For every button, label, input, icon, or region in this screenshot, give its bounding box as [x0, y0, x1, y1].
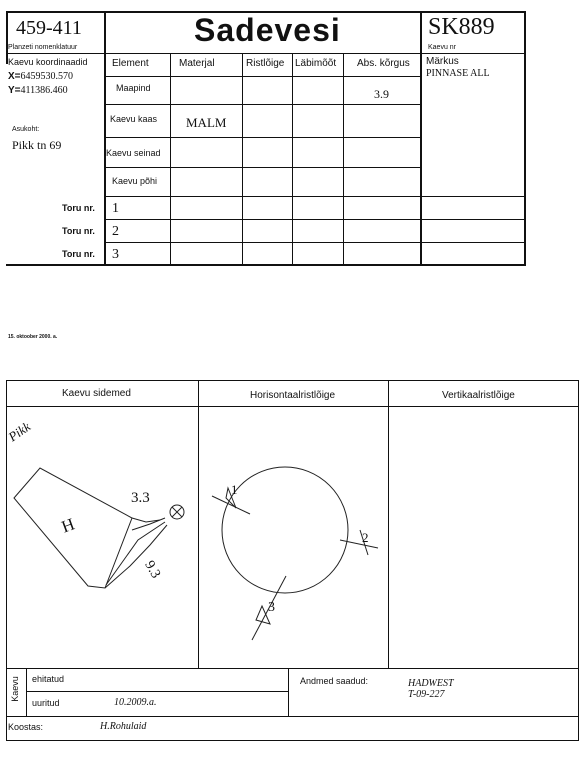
x-label: X=: [8, 71, 21, 82]
col-title-horizontal: Horisontaalristlõige: [250, 390, 336, 401]
footer-side-label: Kaevu: [9, 676, 20, 702]
x-value: 6459530.570: [20, 71, 74, 82]
surveyed-label: uuritud: [32, 698, 60, 708]
sketch-pipe-2: 2: [362, 530, 369, 545]
y-label: Y=: [8, 85, 21, 96]
sketch-street-label: Pikk: [5, 418, 34, 445]
pipe-line-1: [212, 496, 250, 514]
remarks-value: PINNASE ALL: [426, 68, 490, 79]
col-abs-height: Abs. kõrgus: [357, 58, 410, 69]
element-row-label: Maapind: [116, 83, 151, 93]
abs-height-value: 3.9: [374, 87, 389, 101]
nomenclature-value: 459-411: [16, 17, 82, 39]
element-row-label: Kaevu kaas: [110, 114, 158, 124]
col-title-connections: Kaevu sidemed: [62, 388, 131, 399]
col-element: Element: [112, 58, 149, 69]
y-value: 411386.460: [20, 85, 68, 96]
material-value: MALM: [186, 115, 227, 130]
well-no-label: Kaevu nr: [428, 44, 457, 51]
sketch-pipe-1: 1: [231, 482, 238, 497]
nomenclature-label: Planzeti nomenklatuur: [8, 44, 78, 51]
element-row-label: Kaevu põhi: [112, 176, 158, 186]
compiled-label: Koostas:: [8, 722, 44, 732]
element-row-label: Kaevu seinad: [106, 148, 161, 158]
col-diameter: Läbimõõt: [295, 58, 337, 69]
date-line: 15. oktoober 2000. a.: [8, 334, 58, 340]
pipe-number: 2: [112, 224, 119, 239]
col-remarks: Märkus: [426, 56, 459, 67]
source-label: Andmed saadud:: [300, 676, 369, 686]
surveyed-value: 10.2009.a.: [114, 697, 157, 708]
sketch-dist-b: 9.3: [141, 558, 164, 582]
sketch-building-label: H: [58, 514, 77, 537]
well-code: SK889: [428, 14, 495, 40]
pipe-label: Toru nr.: [62, 249, 95, 259]
pipe-label: Toru nr.: [62, 226, 95, 236]
location-label: Asukoht:: [12, 126, 40, 133]
sketch-pipe-3: 3: [268, 600, 275, 615]
col-material: Materjal: [179, 58, 215, 69]
page-title: Sadevesi: [194, 12, 341, 48]
pipe-number: 3: [112, 247, 119, 262]
built-label: ehitatud: [32, 674, 65, 684]
coords-label: Kaevu koordinaadid: [8, 57, 88, 67]
col-title-vertical: Vertikaalristlõige: [442, 390, 515, 401]
source-value-2: T-09-227: [408, 689, 445, 700]
well-circle: [222, 467, 348, 593]
pipe-number: 1: [112, 201, 119, 216]
source-value-1: HADWEST: [408, 678, 454, 689]
col-cross-section: Ristlõige: [246, 58, 285, 69]
sketch-dist-a: 3.3: [131, 490, 150, 506]
location-value: Pikk tn 69: [12, 138, 62, 152]
pipe-label: Toru nr.: [62, 203, 95, 213]
compiled-value: H.Rohulaid: [100, 721, 147, 732]
